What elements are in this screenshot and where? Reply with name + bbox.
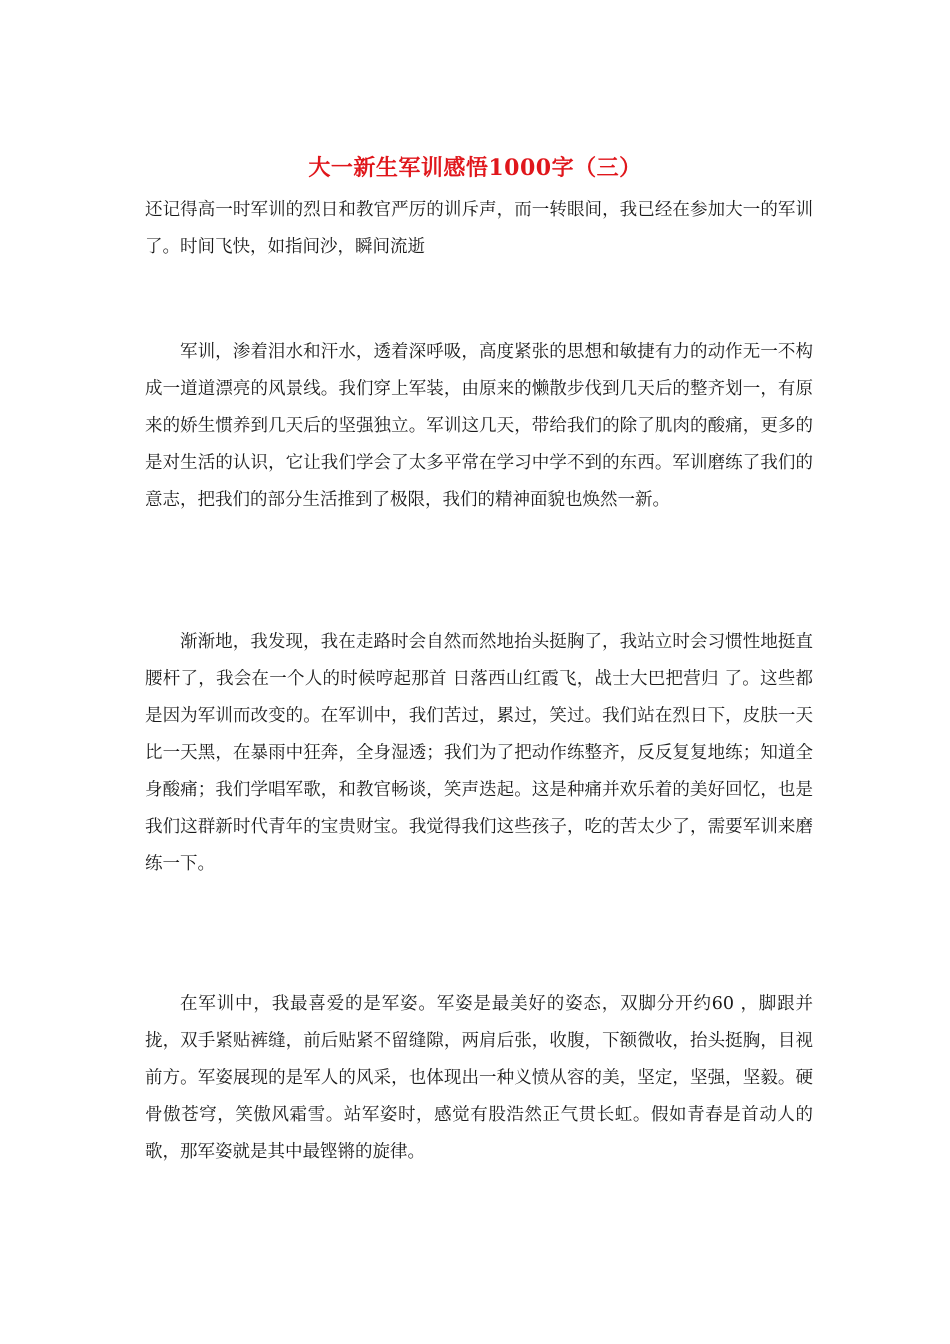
paragraph-military-posture: 在军训中，我最喜爱的是军姿。军姿是最美好的姿态，双脚分开约60 ，脚跟并拢，双手紧贴裤缝，前后贴紧不留缝隙，两肩后张，收腹，下额微收，抬头挺胸，目视前方。军姿展现的是军人的风采，也体现出一种义愤从容的美，坚定，坚强，坚毅。硬骨傲苍穹，笑傲风霜雪。站军姿时，感觉有股浩然正气贯长虹。假如青春是首动人的歌，那军姿就是其中最铿锵的旋律。 [145, 994, 813, 1162]
paragraph-intro: 还记得高一时军训的烈日和教官严厉的训斥声，而一转眼间，我已经在参加大一的军训了。时间飞快，如指间沙，瞬间流逝 [145, 200, 813, 257]
document-title: 大一新生军训感悟1000字（三） [308, 155, 642, 181]
paragraph-military-training: 军训，渗着泪水和汗水，透着深呼吸，高度紧张的思想和敏捷有力的动作无一不构成一道道漂亮的风景线。我们穿上军装，由原来的懒散步伐到几天后的整齐划一，有原来的娇生惯养到几天后的坚强独立。军训这几天，带给我们的除了肌肉的酸痛，更多的是对生活的认识，它让我们学会了太多平常在学习中学不到的东西。军训磨练了我们的意志，把我们的部分生活推到了极限，我们的精神面貌也焕然一新。 [145, 342, 813, 510]
paragraph-changes: 渐渐地，我发现，我在走路时会自然而然地抬头挺胸了，我站立时会习惯性地挺直腰杆了，我会在一个人的时候哼起那首 日落西山红霞飞，战士大巴把营归 了。这些都是因为军训而改变的。在军训中，我们苦过，累过，笑过。我们站在烈日下，皮肤一天比一天黑，在暴雨中狂奔，全身湿透；我们为了把动作练整齐，反反复复地练；知道全身酸痛；我们学唱军歌，和教官畅谈，笑声迭起。这是种痛并欢乐着的美好回忆，也是我们这群新时代青年的宝贵财宝。我觉得我们这些孩子，吃的苦太少了，需要军训来磨练一下。 [145, 632, 813, 874]
